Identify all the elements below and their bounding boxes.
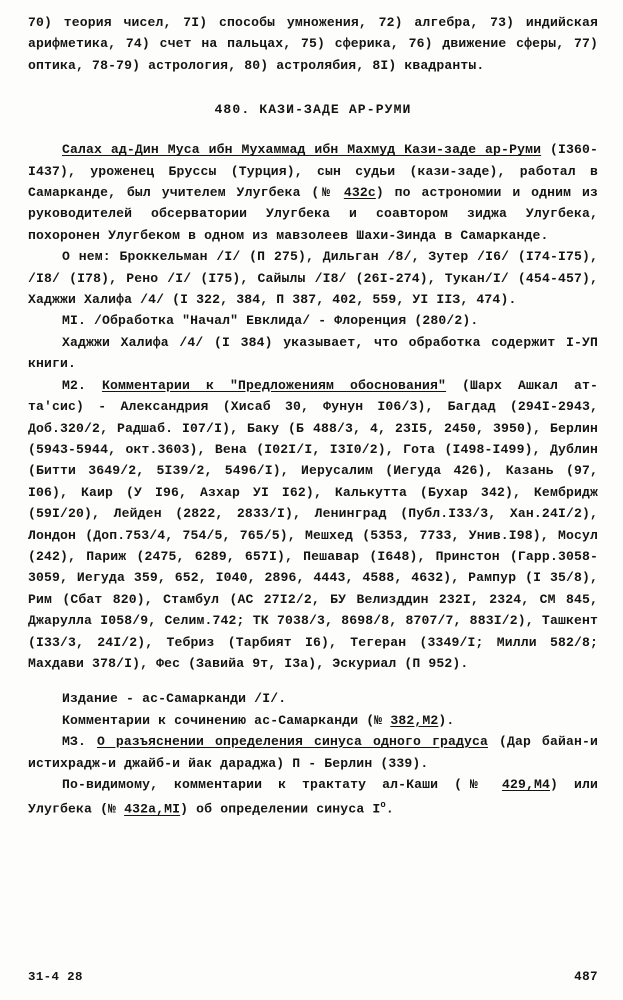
paragraph-final bbox=[28, 774, 598, 820]
reference-429-m4: 429,М4 bbox=[501, 777, 550, 792]
commentary-suffix: ). bbox=[438, 712, 455, 728]
degree-symbol: o bbox=[380, 800, 386, 811]
page-content bbox=[28, 12, 598, 820]
reference-382-m2: 382,М2 bbox=[390, 712, 439, 728]
signature-mark: 31-4 28 bbox=[28, 970, 83, 984]
final-middle: ) или Улугбека (№ bbox=[28, 777, 598, 817]
final-suffix: ) об определении синуса I bbox=[180, 801, 381, 817]
final-prefix: По-видимому, комментарии к трактату ал-Каши (№ bbox=[62, 777, 502, 792]
m3-title: О разъяснении определения синуса одного градуса bbox=[96, 734, 489, 750]
paragraph-top-list: 70) теория чисел, 7I) способы умножения, 72) алгебра, 73) индийская арифметика, 74) счет на пальцах, 75) сферика, 76) движение сферы, 77) оптика, 78-79) астрология, 80) астролябия, 8I) квадранты. bbox=[28, 15, 598, 73]
paragraph-about-him: О нем: Броккельман /I/ (П 275), Дильган /8/, Зутер /I6/ (I74-I75), /I8/ (I78), Рено /I/ (I75), Сайылы /I8/ (26I-274), Тукан/I/ (454-457), Хаджжи Халифа /4/ (I 322, 384, П 387, 402, 559, УI IIЗ, 474). bbox=[28, 249, 598, 308]
m2-body: (Шарх Ашкал ат-та'сис) - Александрия (Хисаб 30, Фунун I06/3), Багдад (294I-2943, Доб.320/2, Радшаб. I07/I), Баку (Б 488/3, 4, 23I5, 2450, 3950), Берлин (5943-5944, окт.3603), Вена (I02I/I, I3I0/2), Гота (I498-I499), Дублин (Битти 3649/2, 5I39/2, 5496/I), Иерусалим (Иегуда 426), Казань (97, I06), Каир (У I96, Азхар УI I62), Калькутта (Бухар 342), Кембридж (59I/20), Лейден (2822, 2833/I), Ленинград (Публ.I33/3, Хан.24I/2), Лондон (Доп.753/4, 754/5, 765/5), Мешхед (5353, 7733, Унив.I98), Мосул (242), Париж (2475, 6289, 657I), Пешавар (I648), Принстон (Гарр.3058-3059, Иегуда 359, 652, I040, 2896, 4443, 4588, 4632), Рампур (I 35/8), Рим (Сбат 820), Стамбул (АС 27I2/2, БУ Велизддин 232I, 2324, СМ 845, Джарулла I058/9, Селим.742; ТК 7038/3, 8698/8, 8707/7, 883I/2), Ташкент (I33/3, 24I/2), Тебриз (Тарбият I6), Тегеран (3349/I; Милли 582/8; Махдави 378/I), Фес (Завийа 9т, I3a), Эскуриал (П 952). bbox=[28, 377, 598, 671]
paragraph-edition: Издание - ас-Самарканди /I/. bbox=[62, 691, 287, 707]
paragraph-m3 bbox=[28, 731, 598, 774]
m3-label: МЗ. bbox=[62, 734, 97, 750]
section-heading: 480. КАЗИ-ЗАДЕ АР-РУМИ bbox=[214, 102, 412, 118]
reference-432a-m1: 432а,МI bbox=[124, 801, 181, 817]
m3-body: (Дар байан-и истихрадж-и джайб-и йак дараджа) П - Берлин (339). bbox=[28, 734, 598, 771]
biography-name: Салах ад-Дин Муса ибн Мухаммад ибн Махмуд Кази-заде ар-Руми bbox=[62, 142, 542, 158]
page-footer bbox=[28, 970, 598, 984]
final-end: . bbox=[385, 801, 394, 817]
m2-label: М2. bbox=[62, 377, 102, 393]
biography-rest-1: (I360-I437), уроженец Бруссы (Турция), сын судьи (кази-заде), работал в Самарканде, был учителем Улугбека (№ bbox=[28, 142, 598, 201]
reference-432c: 432с bbox=[343, 185, 376, 201]
paragraph-m1: MI. /Обработка "Начал" Евклида/ - Флоренция (280/2). bbox=[62, 313, 479, 329]
biography-rest-2: ) по астрономии и одним из руководителей обсерватории Улугбека и соавтором зиджа Улугбека, похоронен Улугбеком в одном из мавзолеев Шахи-Зинда в Самарканде. bbox=[28, 185, 598, 243]
paragraph-commentary bbox=[28, 710, 598, 731]
commentary-prefix: Комментарии к сочинению ас-Самарканди (№ bbox=[62, 712, 391, 728]
paragraph-biography bbox=[28, 139, 598, 246]
paragraph-m1-note: Хаджжи Халифа /4/ (I 384) указывает, что обработка содержит I-УП книги. bbox=[28, 334, 598, 372]
paragraph-m2 bbox=[28, 375, 598, 675]
m2-title: Комментарии к "Предложениям обоснования" bbox=[101, 377, 447, 393]
page-number: 487 bbox=[574, 970, 598, 984]
